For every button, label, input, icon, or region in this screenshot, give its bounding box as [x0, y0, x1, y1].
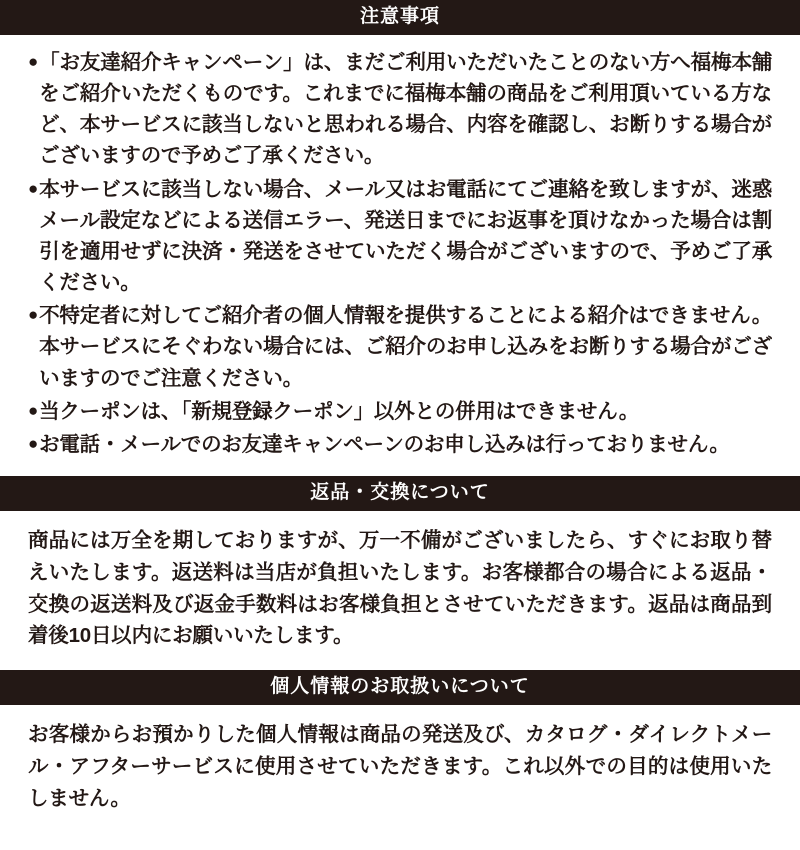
- list-item-text: 不特定者に対してご紹介者の個人情報を提供することによる紹介はできません。本サービスにそぐわない場合には、ご紹介のお申し込みをお断りする場合がございますのでご注意ください。: [39, 304, 772, 390]
- bullet-icon: ●: [28, 178, 39, 198]
- list-item: [28, 429, 772, 460]
- section-privacy: [0, 670, 800, 824]
- section-body-notes: [0, 35, 800, 476]
- list-item: [28, 47, 772, 172]
- bullet-icon: ●: [28, 433, 39, 453]
- notes-bullet-list: [28, 47, 772, 460]
- list-item-text: 本サービスに該当しない場合、メール又はお電話にてご連絡を致しますが、迷惑メール設定などによる送信エラー、発送日までにお返事を頂けなかった場合は割引を適用せずに決済・発送をさせていただく場合がございますので、予めご了承ください。: [39, 177, 772, 295]
- section-body-privacy: [0, 705, 800, 824]
- list-item-text: お電話・メールでのお友達キャンペーンのお申し込みは行っておりません。: [39, 432, 730, 456]
- list-item: [28, 396, 772, 427]
- section-body-returns: [0, 511, 800, 670]
- list-item: [28, 300, 772, 393]
- bullet-icon: ●: [28, 52, 39, 71]
- list-item: [28, 174, 772, 299]
- section-header-privacy: 個人情報のお取扱いについて: [0, 670, 800, 705]
- bullet-icon: ●: [28, 400, 39, 420]
- privacy-paragraph: お客様からお預かりした個人情報は商品の発送及び、カタログ・ダイレクトメール・アフターサービスに使用させていただきます。これ以外での目的は使用いたしません。: [28, 723, 772, 810]
- returns-paragraph: 商品には万全を期しておりますが、万一不備がございましたら、すぐにお取り替えいたします。返送料は当店が負担いたします。お客様都合の場合による返品・交換の返送料及び返金手数料はお客様負担とさせていただきます。返品は商品到着後10日以内にお願いいたします。: [28, 529, 772, 648]
- list-item-text: 当クーポンは、「新規登録クーポン」以外との併用はできません。: [39, 399, 640, 423]
- section-header-returns: 返品・交換について: [0, 476, 800, 511]
- list-item-text: 「お友達紹介キャンペーン」は、まだご利用いただいたことのない方へ福梅本舗をご紹介いただくものです。これまでに福梅本舗の商品をご利用頂いている方など、本サービスに該当しないと思われる場合、内容を確認し、お断りする場合がございますので予めご了承ください。: [39, 51, 772, 168]
- bullet-icon: ●: [28, 305, 39, 325]
- section-header-notes: 注意事項: [0, 0, 800, 35]
- section-returns: [0, 476, 800, 670]
